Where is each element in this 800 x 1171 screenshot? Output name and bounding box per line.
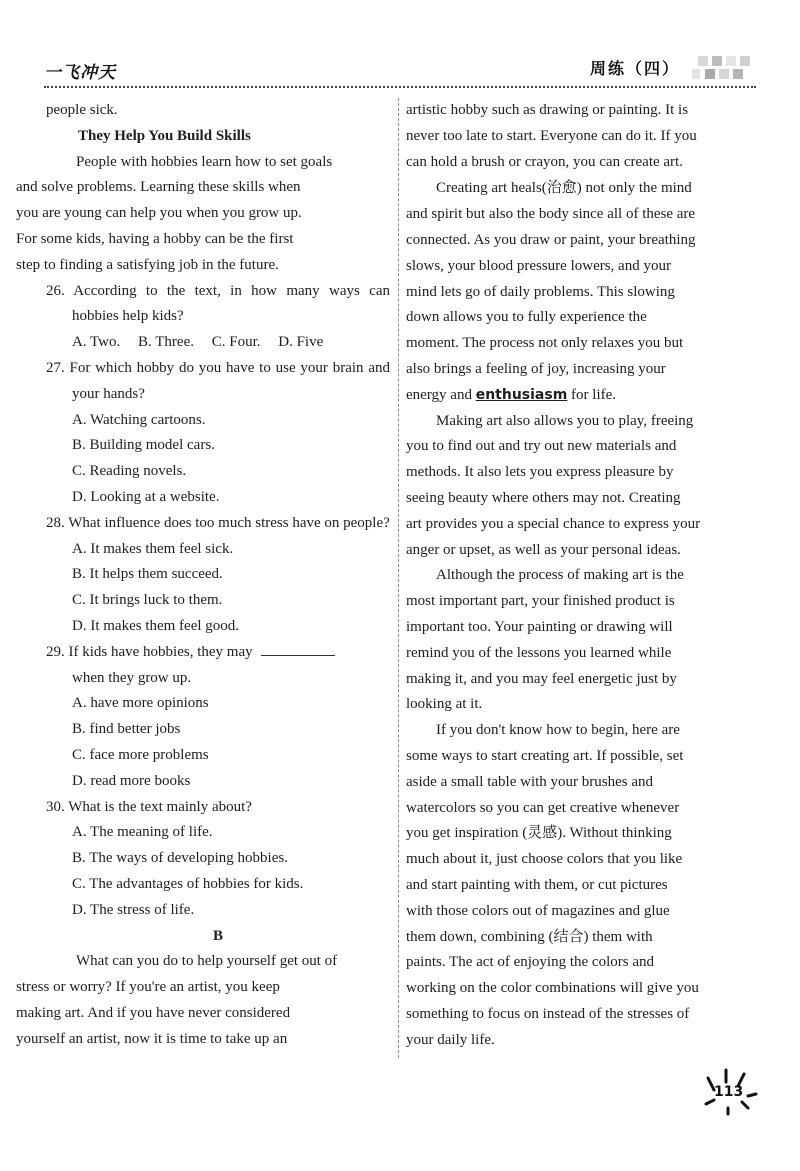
option-c: C. It brings luck to them. [72, 592, 223, 609]
option-c: C. Reading novels. [72, 463, 187, 480]
paragraph-healing [406, 176, 750, 408]
question-28 [46, 511, 390, 640]
text-line: artistic hobby such as drawing or painting. It is [406, 102, 689, 118]
question-stem [46, 640, 390, 666]
column-divider [398, 98, 399, 1058]
text-line: making it, and you may feel energetic just by [406, 670, 677, 687]
right-column [406, 98, 750, 1053]
text-line: yourself an artist, now it is time to take up an [16, 1030, 288, 1047]
text-line: People with hobbies learn how to set goals [76, 153, 333, 170]
text-fragment: for life. [567, 386, 617, 403]
option-a: A. The meaning of life. [72, 824, 213, 841]
text-line: Although the process of making art is the [436, 567, 684, 584]
text-line: What can you do to help yourself get out of [76, 953, 338, 970]
text-line: stress or worry? If you're an artist, you keep [16, 979, 280, 996]
option-a: A. Two. [72, 334, 121, 351]
paragraph-b-intro [16, 949, 390, 1052]
left-column [16, 98, 390, 1052]
question-stem: 27. For which hobby do you have to use your brain and your hands? [46, 359, 390, 402]
checker-decoration-icon [692, 52, 756, 88]
text-line: Making art also allows you to play, freeing [436, 412, 694, 429]
text-line: paints. The act of enjoying the colors and [406, 954, 654, 971]
option-d: D. read more books [72, 772, 191, 789]
text-line: them down, combining (结合) them with [406, 928, 653, 945]
text-line: working on the color combinations will give you [406, 980, 699, 997]
option-a: A. Watching cartoons. [72, 411, 206, 428]
option-row [46, 330, 390, 356]
question-26 [46, 279, 390, 356]
text-line: connected. As you draw or paint, your breathing [406, 231, 696, 248]
intro-tail: people sick. [46, 102, 118, 118]
text-line: moment. The process not only relaxes you but [406, 335, 684, 352]
option-c: C. Four. [211, 334, 261, 351]
paragraph-play [406, 409, 750, 564]
question-27 [46, 356, 390, 511]
paragraph-b-intro-cont [406, 98, 750, 175]
brand-logo: 一飞冲天 [44, 63, 116, 83]
option-d: D. It makes them feel good. [72, 617, 240, 634]
text-line: aside a small table with your brushes and [406, 773, 654, 790]
text-line: much about it, just choose colors that you like [406, 851, 683, 868]
text-line: and start painting with them, or cut pictures [406, 876, 668, 893]
text-fragment: energy and [406, 386, 476, 403]
text-line: For some kids, having a hobby can be the first [16, 230, 294, 247]
text-line: important too. Your painting or drawing will [406, 618, 673, 635]
page-header [44, 48, 756, 94]
text-line: and solve problems. Learning these skills when [16, 179, 301, 196]
text-line: down allows you to fully experience the [406, 309, 647, 326]
text-line: making art. And if you have never considered [16, 1004, 291, 1021]
option-b: B. It helps them succeed. [72, 566, 223, 583]
text-line: slows, your blood pressure lowers, and your [406, 257, 671, 274]
text-line: art provides you a special chance to express your [406, 515, 701, 532]
question-stem: 30. What is the text mainly about? [46, 798, 252, 815]
text-line: remind you of the lessons you learned while [406, 644, 672, 661]
stem-part: 29. If kids have hobbies, they may [46, 643, 253, 660]
option-b: B. find better jobs [72, 721, 181, 738]
text-line: also brings a feeling of joy, increasing your [406, 360, 666, 377]
text-line: step to finding a satisfying job in the future. [16, 256, 279, 273]
text-line: looking at it. [406, 696, 483, 713]
subheading: They Help You Build Skills [78, 127, 251, 144]
option-a: A. have more opinions [72, 695, 209, 712]
answer-blank [261, 641, 335, 656]
option-b: B. Building model cars. [72, 437, 215, 454]
option-c: C. The advantages of hobbies for kids. [72, 875, 304, 892]
vocab-word: enthusiasm [475, 386, 568, 403]
paragraph-begin [406, 718, 750, 1053]
option-c: C. face more problems [72, 746, 209, 763]
text-line: most important part, your finished product is [406, 593, 675, 610]
text-line: methods. It also lets you express pleasure by [406, 464, 674, 481]
question-stem: 28. What influence does too much stress have on people? [46, 514, 390, 531]
option-b: B. The ways of developing hobbies. [72, 850, 288, 867]
option-b: B. Three. [138, 334, 194, 351]
header-rule [44, 86, 756, 88]
option-d: D. Five [278, 334, 324, 351]
paragraph-product [406, 563, 750, 718]
section-title: 周练（四） [589, 59, 680, 78]
text-line: you are young can help you when you grow up. [16, 205, 302, 222]
question-30 [46, 795, 390, 924]
text-line: If you don't know how to begin, here are [436, 722, 680, 739]
paragraph-skills [16, 150, 390, 279]
option-d: D. The stress of life. [72, 901, 195, 918]
text-line: you get inspiration (灵感). Without thinking [406, 825, 672, 842]
text-line: Creating art heals(治愈) not only the mind [436, 180, 692, 197]
text-line: can hold a brush or crayon, you can create art. [406, 153, 683, 170]
question-stem: 26. According to the text, in how many ways can hobbies help kids? [46, 282, 390, 325]
text-line: mind lets go of daily problems. This slowing [406, 283, 675, 300]
text-line: you to find out and try out new materials and [406, 438, 677, 455]
page-number: 113 [714, 1084, 744, 1100]
text-line: watercolors so you can get creative whenever [406, 799, 680, 816]
text-line: never too late to start. Everyone can do it. If you [406, 127, 697, 144]
text-line: and spirit but also the body since all of these are [406, 206, 696, 223]
section-b-heading: B [212, 927, 223, 944]
text-line: seeing beauty where others may not. Creating [406, 489, 681, 506]
text-line [406, 383, 750, 409]
question-29 [46, 640, 390, 795]
text-line: some ways to start creating art. If possible, set [406, 747, 684, 764]
option-d: D. Looking at a website. [72, 488, 220, 505]
text-line: your daily life. [406, 1031, 495, 1048]
text-line: something to focus on instead of the stresses of [406, 1005, 690, 1022]
option-a: A. It makes them feel sick. [72, 540, 234, 557]
stem-continuation: when they grow up. [72, 669, 192, 686]
text-line: with those colors out of magazines and glue [406, 902, 670, 919]
page-number-badge [700, 1064, 764, 1124]
text-line: anger or upset, as well as your personal ideas. [406, 541, 681, 558]
